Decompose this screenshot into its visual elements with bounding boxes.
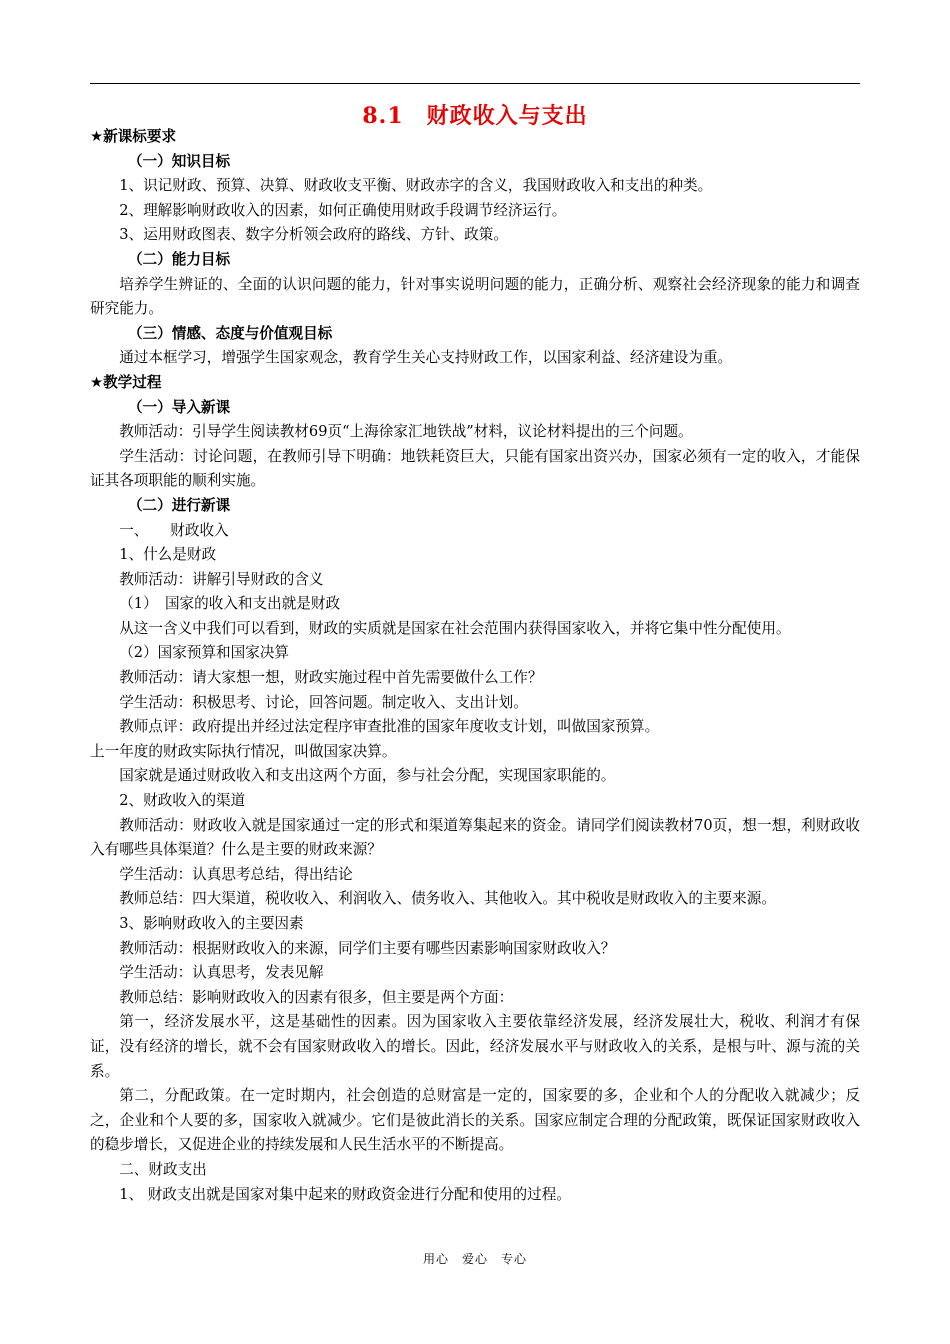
section-heading-process: ★教学过程: [90, 373, 162, 391]
paragraph: 1、什么是财政: [119, 546, 217, 564]
paragraph: 1、识记财政、预算、决算、财政收支平衡、财政赤字的含义，我国财政收入和支出的种类。: [119, 177, 713, 195]
paragraph: 学生活动：积极思考、讨论，回答问题。制定收入、支出计划。: [119, 693, 528, 711]
subheading-intro: （一）导入新课: [127, 398, 231, 416]
subheading-knowledge-goals: （一）知识目标: [127, 152, 231, 170]
paragraph: 学生活动：认真思考总结，得出结论: [119, 865, 353, 883]
paragraph: 教师活动：财政收入就是国家通过一定的形式和渠道筹集起来的资金。请同学们阅读教材70页，想一想，利财政收入有哪些具体渠道？什么是主要的财政来源？: [90, 816, 860, 859]
paragraph: 教师活动：根据财政收入的来源，同学们主要有哪些因素影响国家财政收入？: [119, 939, 616, 957]
paragraph: 培养学生辨证的、全面的认识问题的能力，针对事实说明问题的能力，正确分析、观察社会经济现象的能力和调查研究能力。: [90, 275, 860, 318]
subheading-ability-goals: （二）能力目标: [127, 250, 231, 268]
paragraph: 教师活动：讲解引导财政的含义: [119, 570, 324, 588]
subheading-values-goals: （三）情感、态度与价值观目标: [127, 324, 333, 342]
page-footer: 用心 爱心 专心: [422, 1252, 527, 1266]
paragraph: 从这一含义中我们可以看到，财政的实质就是国家在社会范围内获得国家收入，并将它集中性分配使用。: [119, 619, 791, 637]
paragraph: （1） 国家的收入和支出就是财政: [119, 595, 341, 613]
paragraph: 2、财政收入的渠道: [119, 792, 246, 810]
paragraph: 3、影响财政收入的主要因素: [119, 915, 304, 932]
paragraph: 第二，分配政策。在一定时期内，社会创造的总财富是一定的，国家要的多，企业和个人的分配收入就减少；反之，企业和个人要的多，国家收入就减少。它们是彼此消长的关系。国家应制定合理的分配政策，既保证国家财政收入的稳步增长，又促进企业的持续发展和人民生活水平的不断提高。: [90, 1087, 860, 1154]
paragraph: 教师活动：请大家想一想，财政实施过程中首先需要做什么工作？: [119, 669, 543, 687]
paragraph: 教师点评：政府提出并经过法定程序审查批准的国家年度收支计划，叫做国家预算。: [119, 718, 660, 736]
paragraph: 国家就是通过财政收入和支出这两个方面，参与社会分配，实现国家职能的。: [119, 767, 616, 785]
paragraph: 教师总结：影响财政收入的因素有很多，但主要是两个方面：: [119, 988, 514, 1006]
paragraph: 二、财政支出: [119, 1160, 207, 1178]
paragraph: 教师总结：四大渠道，税收收入、利润收入、债务收入、其他收入。其中税收是财政收入的主要来源。: [119, 890, 776, 908]
subheading-new-lesson: （二）进行新课: [127, 496, 231, 514]
header-rule: [90, 83, 860, 84]
paragraph: 一、 财政收入: [119, 521, 229, 539]
paragraph: 第一，经济发展水平，这是基础性的因素。因为国家收入主要依靠经济发展，经济发展壮大，税收、利润才有保证，没有经济的增长，就不会有国家财政收入的增长。因此，经济发展水平与财政收入的关系，是根与叶、源与流的关系。: [90, 1013, 860, 1080]
paragraph: 3、运用财政图表、数字分析领会政府的路线、方针、政策。: [119, 226, 508, 244]
paragraph: 学生活动：认真思考，发表见解: [119, 964, 324, 982]
section-heading-standards: ★新课标要求: [90, 128, 177, 145]
paragraph: （2）国家预算和国家决算: [119, 644, 290, 662]
paragraph: 2、理解影响财政收入的因素，如何正确使用财政手段调节经济运行。: [119, 201, 567, 219]
page-title: 8.1 财政收入与支出: [362, 103, 588, 129]
paragraph: 1、 财政支出就是国家对集中起来的财政资金进行分配和使用的过程。: [119, 1185, 571, 1203]
paragraph: 通过本框学习，增强学生国家观念，教育学生关心支持财政工作，以国家利益、经济建设为重。: [119, 349, 733, 367]
paragraph: 上一年度的财政实际执行情况，叫做国家决算。: [90, 742, 397, 760]
paragraph: 教师活动：引导学生阅读教材69页“上海徐家汇地铁战”材料，议论材料提出的三个问题。: [119, 423, 693, 441]
document-body: [90, 125, 860, 1207]
paragraph: 学生活动：讨论问题，在教师引导下明确：地铁耗资巨大，只能有国家出资兴办，国家必须有一定的收入，才能保证其各项职能的顺利实施。: [90, 447, 860, 490]
